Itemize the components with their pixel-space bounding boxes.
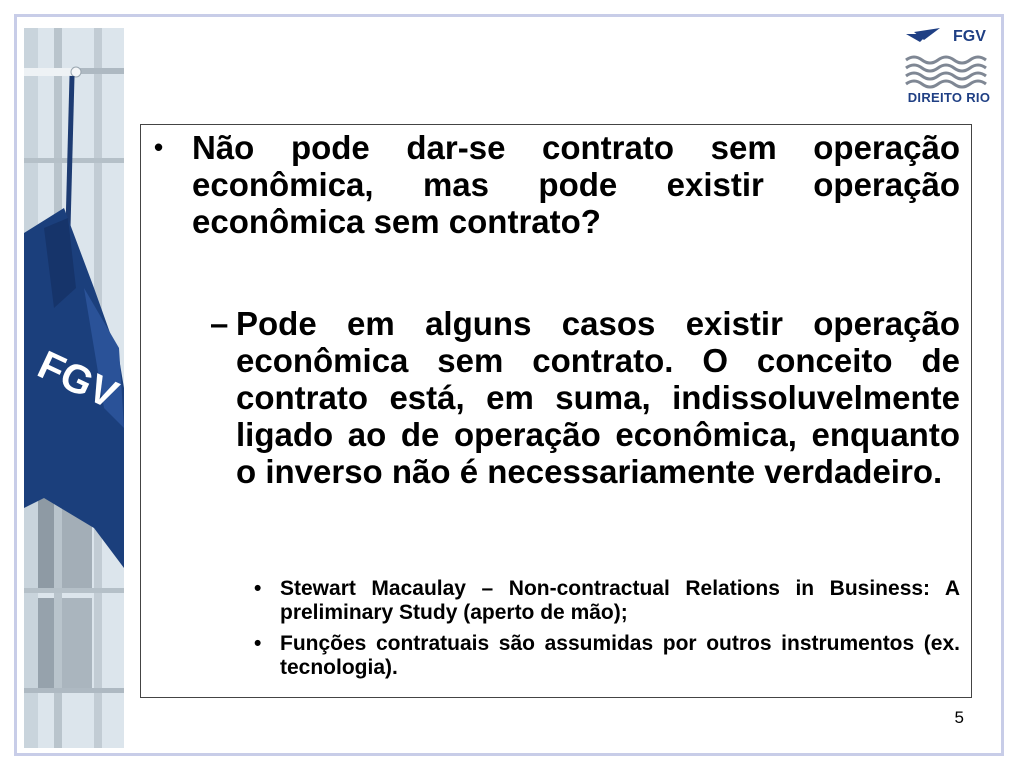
logo-subtitle-text: DIREITO RIO — [907, 90, 991, 105]
bullet-level3 — [254, 577, 960, 625]
logo-brand-text: FGV — [953, 28, 986, 45]
flag-fgv-text: FGV — [31, 342, 124, 418]
bullet-text: Pode em alguns casos existir operação econômica sem contrato. O conceito de contrato está, em suma, indissoluvelmente ligado ao de operação econômica, enquanto o inverso não é necessariamente verdadeiro. — [236, 305, 960, 490]
bullet-text: Stewart Macaulay – Non-contractual Relations in Business: A preliminary Study (aperto de mão); — [280, 577, 960, 624]
bullet-marker: • — [154, 132, 164, 162]
page-number: 5 — [954, 708, 964, 727]
bullet-marker: • — [254, 632, 262, 655]
bullet-level2 — [210, 305, 960, 490]
fgv-building-flag-photo — [24, 28, 124, 748]
dash-marker: – — [210, 305, 229, 342]
bullet-marker: • — [254, 577, 262, 600]
bullet-level3 — [254, 632, 960, 680]
bullet-text: Funções contratuais são assumidas por outros instrumentos (ex. tecnologia). — [280, 632, 960, 679]
flag-photo-graphic — [24, 28, 124, 748]
bullet-text: Não pode dar-se contrato sem operação econômica, mas pode existir operação econômica sem contrato? — [192, 129, 960, 240]
bullet-level1 — [154, 129, 960, 240]
